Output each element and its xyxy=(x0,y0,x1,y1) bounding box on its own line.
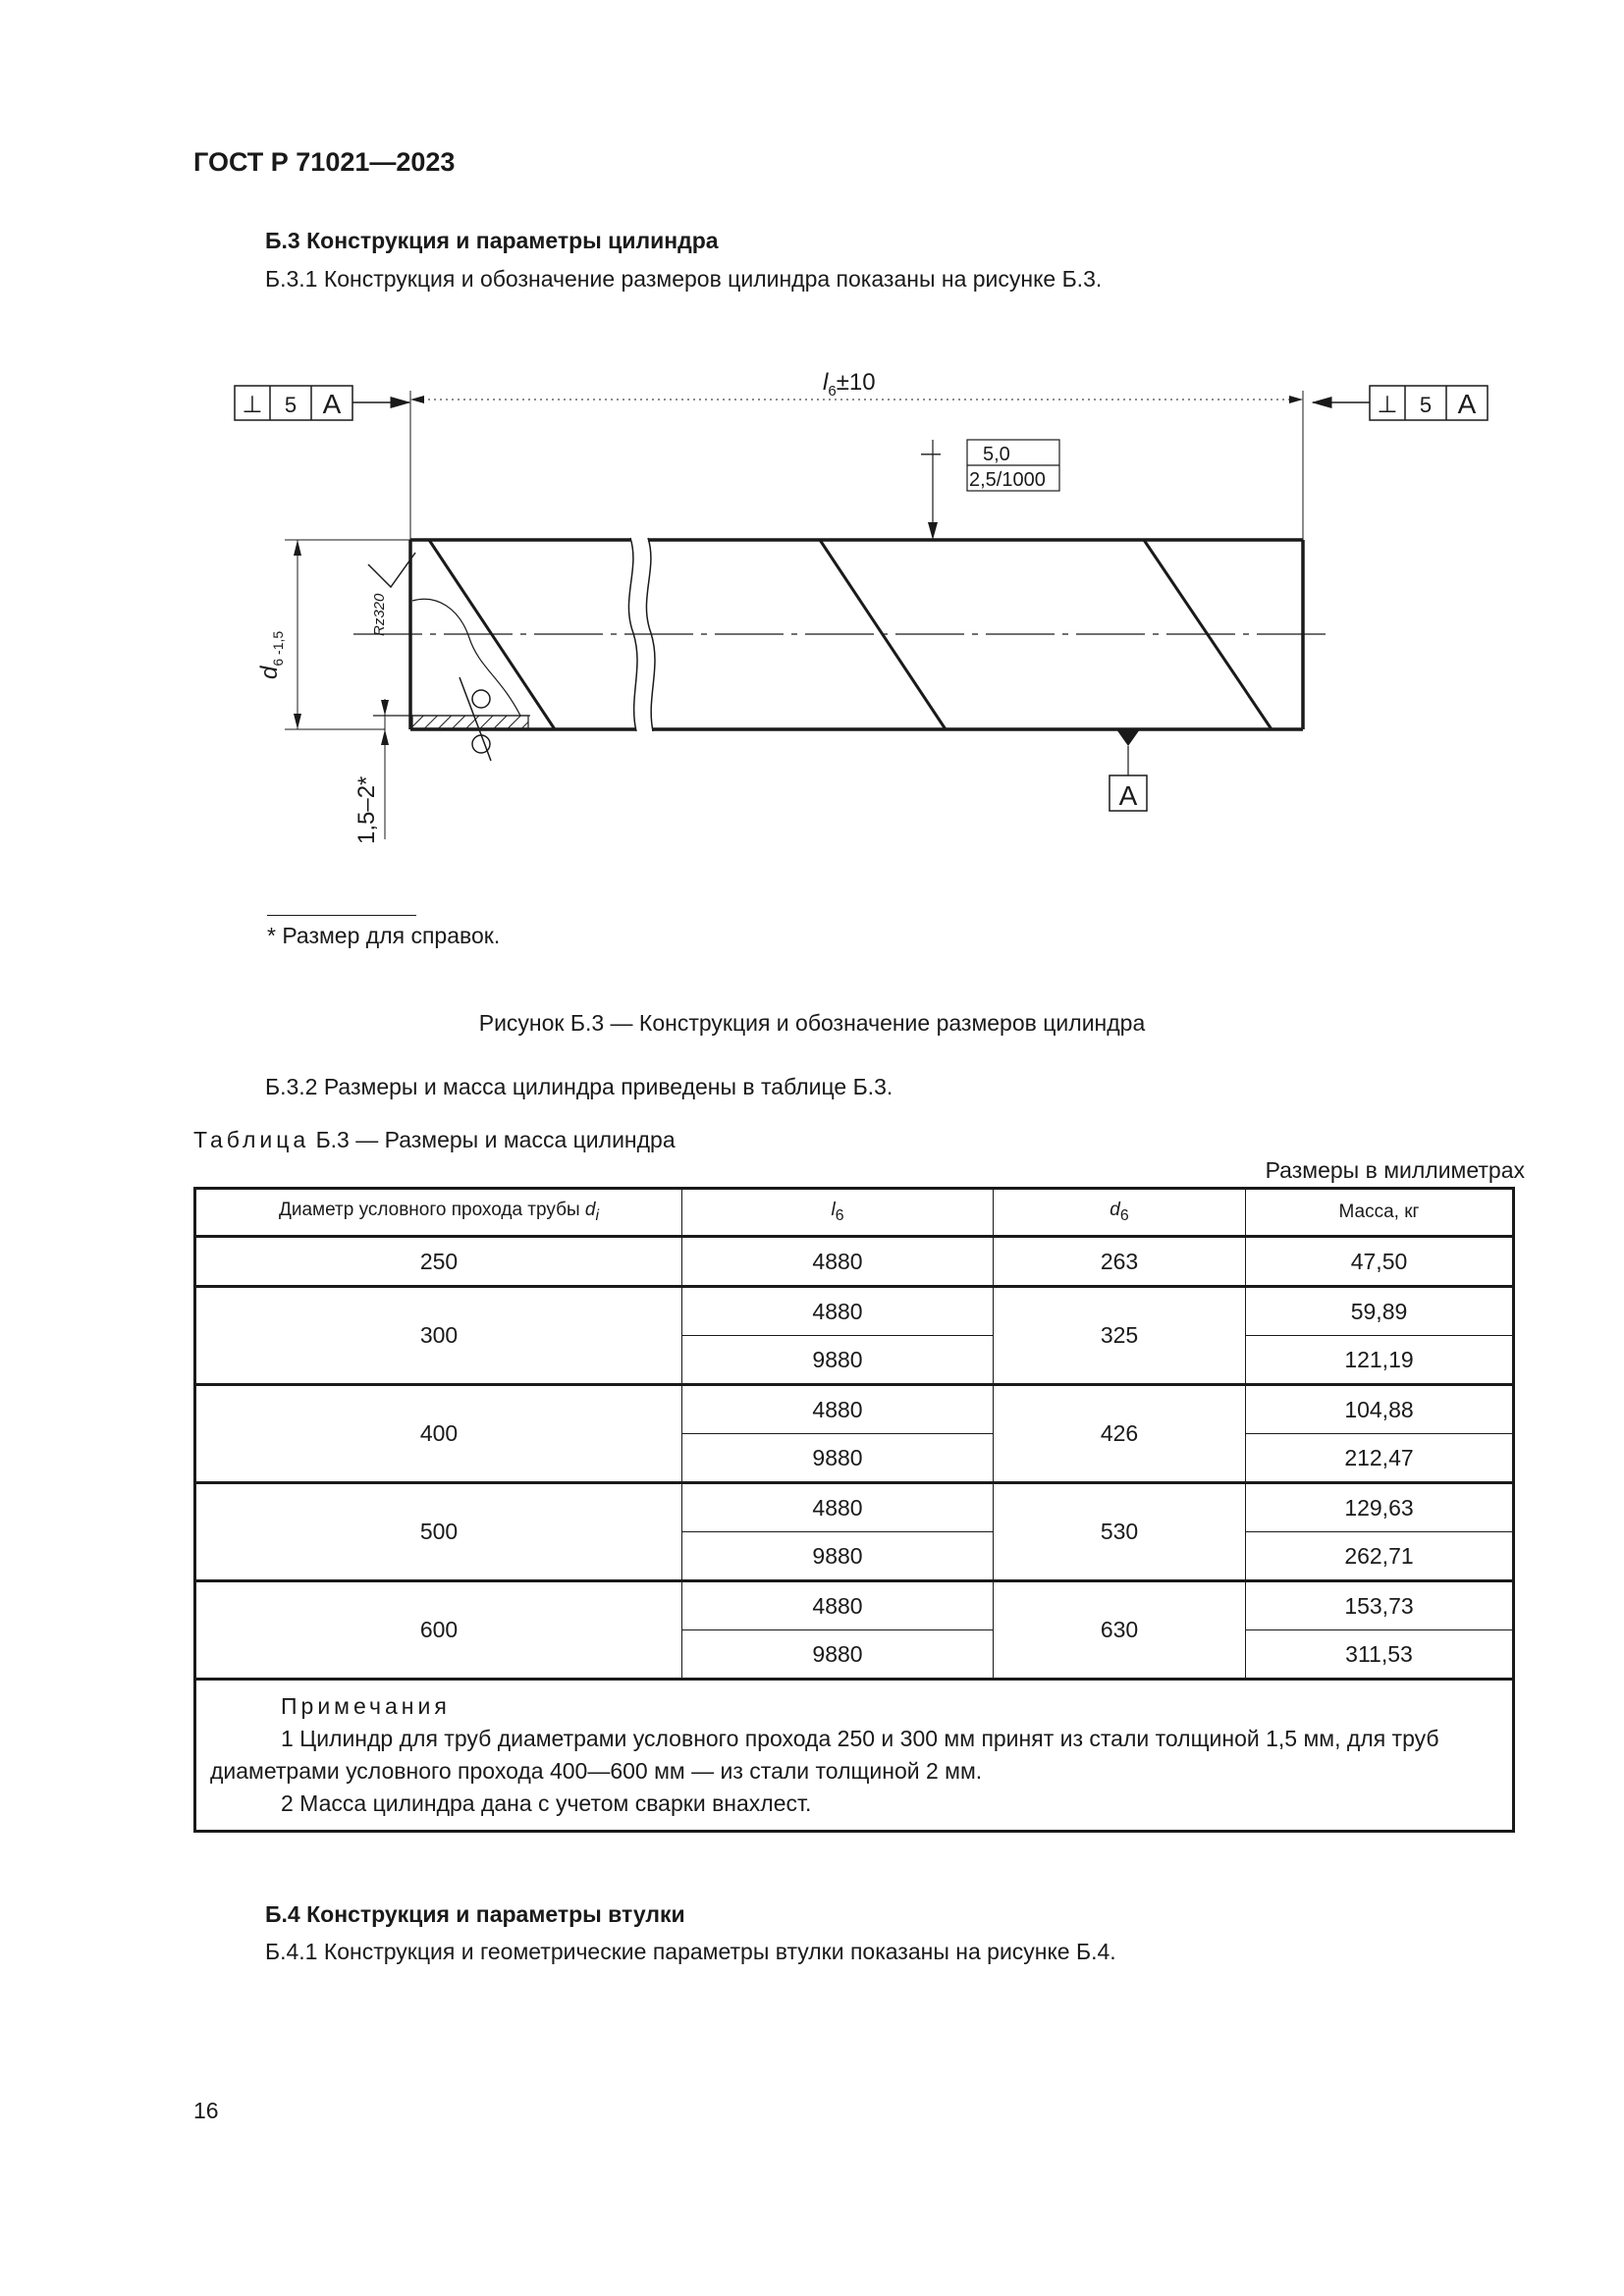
cell-dn: 250 xyxy=(195,1237,682,1287)
cell-mass: 104,88 xyxy=(1246,1385,1514,1434)
straightness-icon: — xyxy=(921,443,941,464)
cell-l6: 4880 xyxy=(682,1581,994,1630)
document-header: ГОСТ Р 71021—2023 xyxy=(193,147,456,177)
section-b3-paragraph: Б.3.1 Конструкция и обозначение размеров цилиндра показаны на рисунке Б.3. xyxy=(265,266,1103,292)
table-notes-row xyxy=(195,1680,1514,1832)
table-row xyxy=(195,1287,1514,1336)
cylinder-dimensions-table xyxy=(193,1187,1515,1833)
cell-mass: 311,53 xyxy=(1246,1630,1514,1680)
right-perpendicularity-frame xyxy=(1370,386,1488,420)
diameter-dimension-label: $d_{6 -1,5}$ xyxy=(256,630,286,679)
header-mass: Масса, кг xyxy=(1246,1189,1514,1237)
cell-d6: 325 xyxy=(994,1287,1246,1385)
cell-dn: 500 xyxy=(195,1483,682,1581)
perpendicularity-icon: ⊥ xyxy=(242,392,263,418)
straightness-value-per-length: 2,5/1000 xyxy=(969,469,1046,491)
page-number: 16 xyxy=(193,2098,219,2123)
cell-d6: 630 xyxy=(994,1581,1246,1680)
note-2: 2 Масса цилиндра дана с учетом сварки внахлест. xyxy=(281,1790,812,1816)
cell-mass: 59,89 xyxy=(1246,1287,1514,1336)
cell-l6: 9880 xyxy=(682,1434,994,1483)
cell-mass: 262,71 xyxy=(1246,1532,1514,1581)
cell-d6: 263 xyxy=(994,1237,1246,1287)
straightness-value: 5,0 xyxy=(983,444,1010,465)
table-title: Таблица Б.3 — Размеры и масса цилиндра xyxy=(193,1127,676,1152)
table-notes xyxy=(195,1680,1514,1832)
length-dimension-label: $l_6\pm 10$ xyxy=(823,369,876,400)
header-diameter: $d_6$ xyxy=(994,1189,1246,1237)
table-row xyxy=(195,1483,1514,1532)
roughness-label: Rz320 xyxy=(371,593,388,636)
straightness-frame xyxy=(921,440,1059,491)
section-b4-paragraph: Б.4.1 Конструкция и геометрические параметры втулки показаны на рисунке Б.4. xyxy=(265,1939,1116,1964)
table-header-row xyxy=(195,1189,1514,1237)
cell-dn: 300 xyxy=(195,1287,682,1385)
cell-mass: 129,63 xyxy=(1246,1483,1514,1532)
cell-l6: 4880 xyxy=(682,1287,994,1336)
cell-dn: 400 xyxy=(195,1385,682,1483)
cell-mass: 121,19 xyxy=(1246,1336,1514,1385)
header-nominal-diameter: Диаметр условного прохода трубы $d_i$ xyxy=(195,1189,682,1237)
figure-caption: Рисунок Б.3 — Конструкция и обозначение размеров цилиндра xyxy=(478,1010,1146,1036)
cell-dn: 600 xyxy=(195,1581,682,1680)
cell-mass: 47,50 xyxy=(1246,1237,1514,1287)
section-b32-paragraph: Б.3.2 Размеры и масса цилиндра приведены в таблице Б.3. xyxy=(265,1074,893,1099)
cell-mass: 212,47 xyxy=(1246,1434,1514,1483)
cell-l6: 4880 xyxy=(682,1385,994,1434)
cell-l6: 9880 xyxy=(682,1532,994,1581)
perpendicularity-icon: ⊥ xyxy=(1377,392,1398,418)
cylinder-body xyxy=(353,538,1326,761)
tolerance-value: 5 xyxy=(284,393,298,417)
header-length: $l_6$ xyxy=(682,1189,994,1237)
table-units: Размеры в миллиметрах xyxy=(1265,1157,1525,1183)
note-1: 1 Цилиндр для труб диаметрами условного прохода 250 и 300 мм принят из стали толщиной 1,5 мм, для труб диаметрами условного прохода 400—600 мм — из стали толщиной 2 мм. xyxy=(210,1726,1439,1784)
footnote: * Размер для справок. xyxy=(267,923,501,948)
cell-l6: 4880 xyxy=(682,1483,994,1532)
cell-d6: 530 xyxy=(994,1483,1246,1581)
section-b4-title: Б.4 Конструкция и параметры втулки xyxy=(265,1901,685,1927)
cell-d6: 426 xyxy=(994,1385,1246,1483)
tolerance-value: 5 xyxy=(1419,393,1433,417)
datum-a-label: A xyxy=(1118,780,1138,811)
table-row xyxy=(195,1581,1514,1630)
left-perpendicularity-frame xyxy=(235,386,352,420)
cell-l6: 9880 xyxy=(682,1630,994,1680)
cell-l6: 4880 xyxy=(682,1237,994,1287)
footnote-rule xyxy=(267,915,416,916)
cell-l6: 9880 xyxy=(682,1336,994,1385)
table-row xyxy=(195,1237,1514,1287)
datum-ref: A xyxy=(1457,389,1477,419)
notes-title: Примечания xyxy=(281,1693,451,1719)
cell-mass: 153,73 xyxy=(1246,1581,1514,1630)
datum-ref: A xyxy=(322,389,342,419)
cylinder-drawing xyxy=(0,334,1624,883)
section-b3-title: Б.3 Конструкция и параметры цилиндра xyxy=(265,228,719,253)
wall-thickness-label: 1,5–2* xyxy=(353,775,380,844)
table-row xyxy=(195,1385,1514,1434)
